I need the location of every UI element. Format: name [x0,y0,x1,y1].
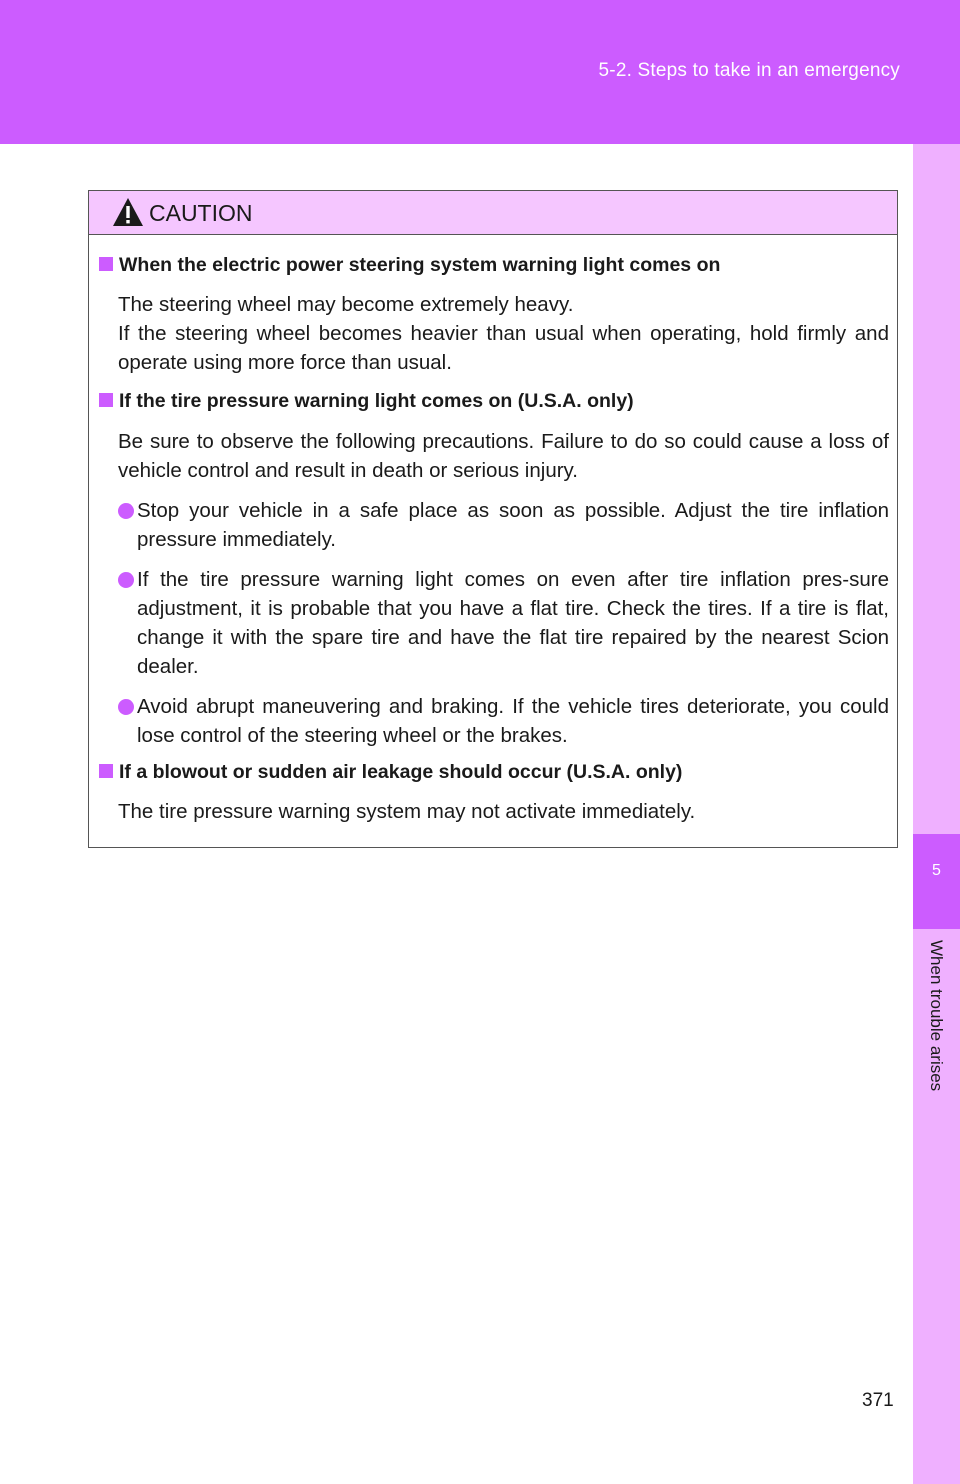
paragraph: The steering wheel may become extremely heavy. [118,293,574,316]
chapter-number: 5 [932,862,941,879]
square-bullet-icon [99,257,113,271]
section-heading: If the tire pressure warning light comes on (U.S.A. only) [99,390,634,413]
square-bullet-icon [99,764,113,778]
section-title: 5-2. Steps to take in an emergency [598,60,900,81]
paragraph: If the steering wheel becomes heavier than usual when operating, hold firmly and operate using more force than usual. [118,322,889,374]
list-item: Avoid abrupt maneuvering and braking. If the vehicle tires deteriorate, you could lose control of the steering wheel or the brakes. [118,692,889,750]
caution-label: CAUTION [149,200,253,226]
section-heading: If a blowout or sudden air leakage should occur (U.S.A. only) [99,761,682,784]
paragraph: Be sure to observe the following precautions. Failure to do so could cause a loss of vehicle control and result in death or serious injury. [118,430,889,482]
round-bullet-icon [118,699,134,715]
chapter-title-container [918,940,954,1140]
round-bullet-icon [118,503,134,519]
side-tab [913,144,960,1484]
caution-box [88,190,898,848]
list-item: If the tire pressure warning light comes on even after tire inflation pres-sure adjustment, it is probable that you have a flat tire. Check the tires. If a tire is flat, change it with the spare tire and have the flat tire repaired by the nearest Scion dealer. [118,565,889,681]
square-bullet-icon [99,393,113,407]
caution-header [89,191,897,235]
side-tab-chapter-marker [913,834,960,929]
list-item: Stop your vehicle in a safe place as soon as possible. Adjust the tire inflation pressure immediately. [118,496,889,554]
chapter-title: When trouble arises [927,940,946,1092]
paragraph: The tire pressure warning system may not activate immediately. [118,800,696,823]
round-bullet-icon [118,572,134,588]
section-heading: When the electric power steering system warning light comes on [99,254,720,277]
warning-triangle-icon [112,197,144,227]
page-number: 371 [862,1390,894,1411]
